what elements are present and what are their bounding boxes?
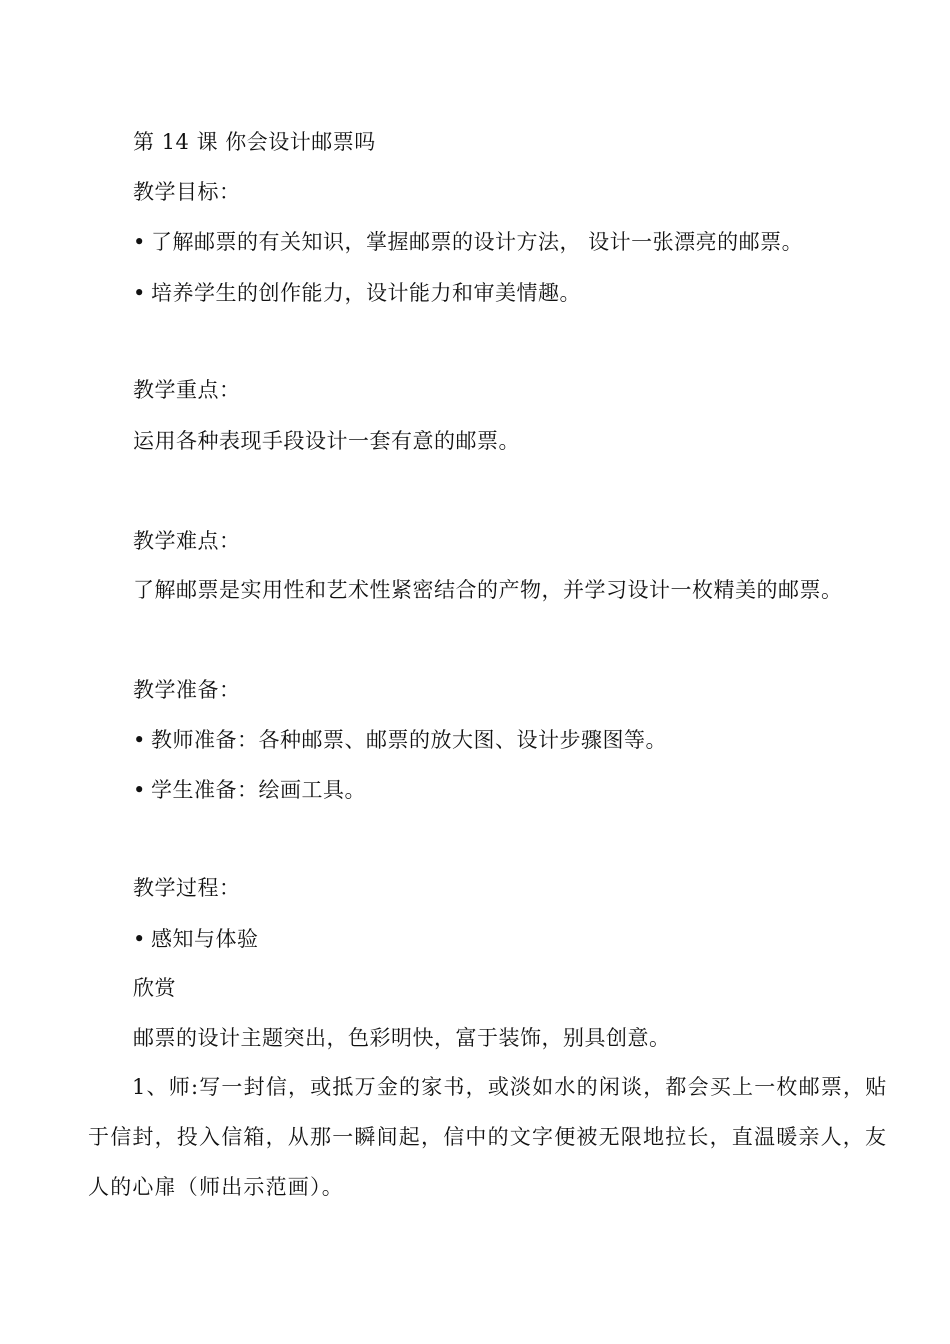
preparation-text: 学生准备：绘画工具。 bbox=[151, 778, 366, 802]
process-subheading: 欣赏 bbox=[133, 976, 176, 1000]
preparation-item bbox=[133, 776, 366, 804]
bullet-icon: • bbox=[133, 281, 146, 305]
objective-text: 培养学生的创作能力，设计能力和审美情趣。 bbox=[151, 281, 581, 305]
preparation-item bbox=[133, 726, 667, 754]
bullet-icon: • bbox=[133, 728, 146, 752]
process-bullet-text: 感知与体验 bbox=[151, 927, 259, 951]
objective-item bbox=[133, 228, 803, 256]
objective-item bbox=[133, 279, 581, 307]
key-points-heading: 教学重点： bbox=[133, 378, 241, 402]
process-summary: 邮票的设计主题突出，色彩明快，富于装饰，别具创意。 bbox=[133, 1026, 671, 1050]
objective-text: 了解邮票的有关知识，掌握邮票的设计方法， 设计一张漂亮的邮票。 bbox=[151, 230, 804, 254]
preparation-heading: 教学准备： bbox=[133, 678, 241, 702]
bullet-icon: • bbox=[133, 230, 146, 254]
process-paragraph: 1、师:写一封信，或抵万金的家书，或淡如水的闲谈，都会买上一枚邮票，贴于信封，投入信箱，从那一瞬间起，信中的文字便被无限地拉长，直温暖亲人，友人的心扉（师出示范画）。 bbox=[88, 1075, 888, 1199]
process-bullet-item bbox=[133, 925, 259, 953]
preparation-text: 教师准备：各种邮票、邮票的放大图、设计步骤图等。 bbox=[151, 728, 667, 752]
process-heading: 教学过程： bbox=[133, 876, 241, 900]
difficulties-heading: 教学难点： bbox=[133, 529, 241, 553]
objectives-heading: 教学目标： bbox=[133, 180, 241, 204]
bullet-icon: • bbox=[133, 927, 146, 951]
difficulties-text: 了解邮票是实用性和艺术性紧密结合的产物，并学习设计一枚精美的邮票。 bbox=[133, 578, 843, 602]
lesson-title: 第 14 课 你会设计邮票吗 bbox=[133, 130, 376, 154]
key-points-text: 运用各种表现手段设计一套有意的邮票。 bbox=[133, 429, 520, 453]
bullet-icon: • bbox=[133, 778, 146, 802]
